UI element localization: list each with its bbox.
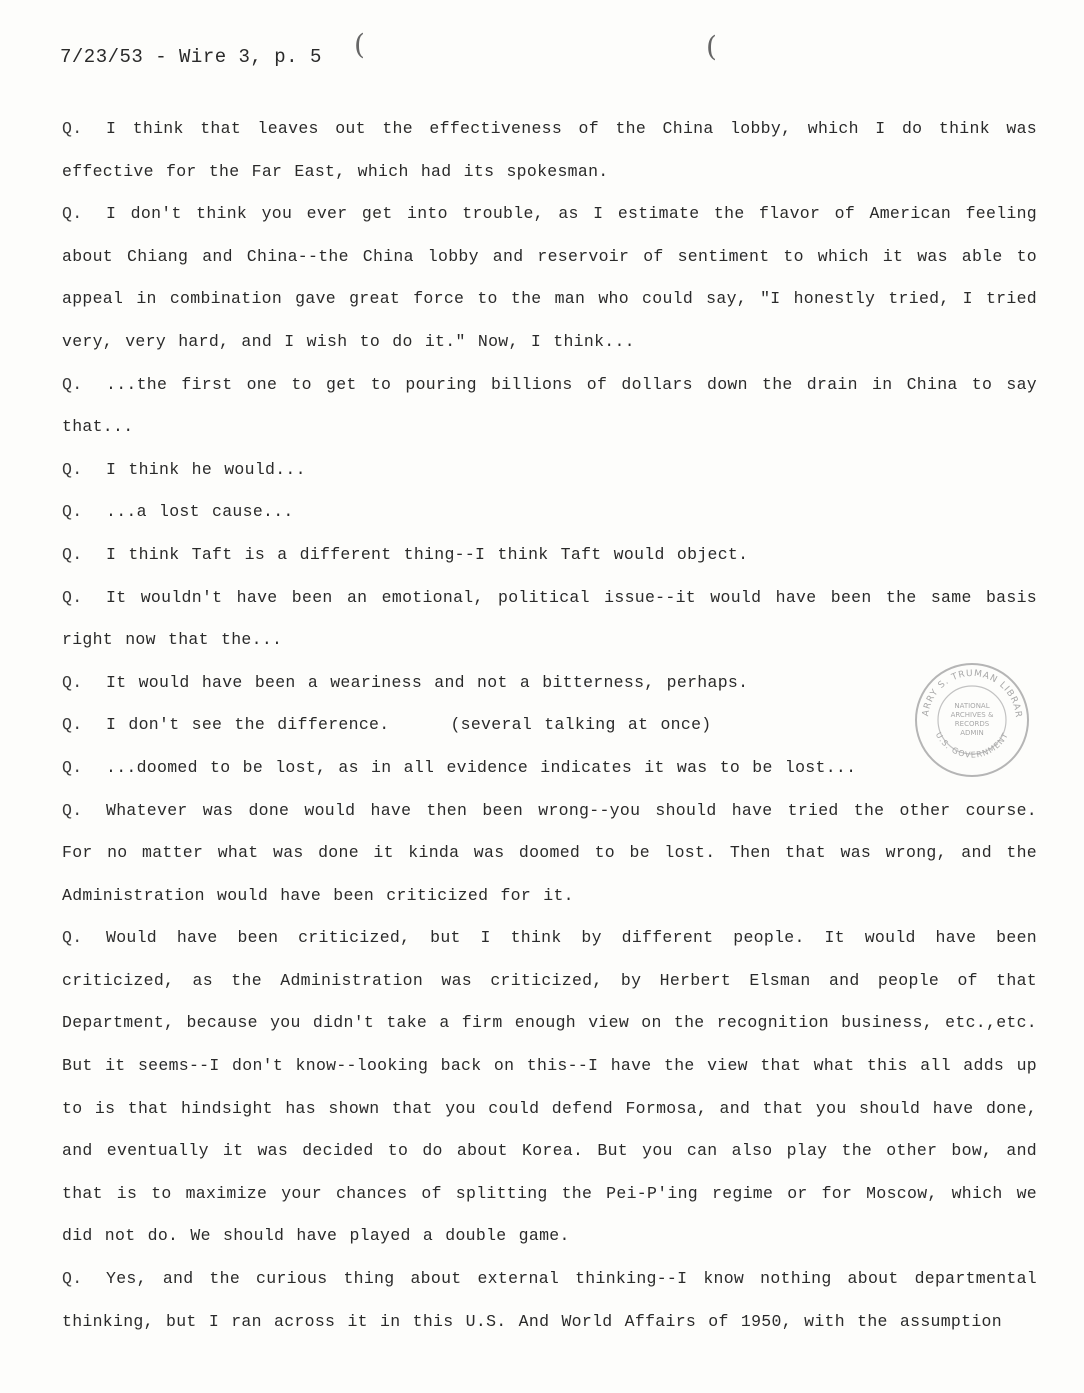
paragraph-text: ...doomed to be lost, as in all evidence indicates it was to be lost... (106, 757, 857, 777)
stamp-inner-line: RECORDS (954, 720, 990, 728)
speaker-label: Q. (62, 928, 83, 948)
library-stamp (912, 660, 1032, 780)
speaker-label: Q. (62, 544, 83, 564)
stamp-outer-top: ARRY S. TRUMAN LIBRAR (921, 668, 1024, 719)
transcript-paragraph (62, 364, 1037, 449)
transcript-paragraph (62, 704, 1037, 747)
paragraph-text: Whatever was done would have then been wrong--you should have tried the other course. For no matter what was done it kinda was doomed to be lost. Then that was wrong, and the Administration would have been criticized for it. (62, 800, 1037, 905)
paragraph-text: I don't think you ever get into trouble, as I estimate the flavor of American feeling about Chiang and China--the China lobby and reservoir of sentiment to which it was able to appeal in combination gave great force to the man who could say, "I honestly tried, I tried very, very hard, and I wish to do it." Now, I think... (62, 204, 1037, 351)
transcript-body (62, 108, 1037, 1343)
speaker-label: Q. (62, 119, 83, 138)
paragraph-text: ...the first one to get to pouring billions of dollars down the drain in China to say that... (62, 374, 1037, 437)
paragraph-text: I think he would... (106, 459, 306, 479)
transcript-paragraph (62, 491, 1037, 534)
stamp-inner-line: NATIONAL (954, 702, 990, 710)
paragraph-text: I don't see the difference. (several talking at once) (106, 715, 712, 735)
transcript-paragraph (62, 108, 1037, 193)
transcript-paragraph (62, 534, 1037, 577)
speaker-label: Q. (62, 374, 83, 394)
transcript-paragraph (62, 193, 1037, 363)
paragraph-text: It wouldn't have been an emotional, political issue--it would have been the same basis right now that the... (62, 587, 1037, 650)
speaker-label: Q. (62, 715, 83, 735)
transcript-paragraph (62, 747, 1037, 790)
page-header: 7/23/53 - Wire 3, p. 5 (60, 46, 322, 68)
speaker-label: Q. (62, 757, 83, 777)
speaker-label: Q. (62, 459, 83, 479)
transcript-paragraph (62, 1258, 1037, 1343)
margin-mark-left: ( (354, 28, 365, 61)
stamp-seal-icon (912, 660, 1032, 780)
speaker-label: Q. (62, 672, 83, 692)
speaker-label: Q. (62, 587, 83, 607)
transcript-paragraph (62, 790, 1037, 918)
speaker-label: Q. (62, 204, 83, 224)
transcript-paragraph (62, 449, 1037, 492)
speaker-label: Q. (62, 800, 83, 820)
speaker-label: Q. (62, 502, 83, 522)
paragraph-text: It would have been a weariness and not a bitterness, perhaps. (106, 672, 749, 692)
stamp-inner-line: ARCHIVES & (950, 711, 994, 719)
speaker-label: Q. (62, 1269, 83, 1289)
paragraph-text: Would have been criticized, but I think by different people. It would have been criticized, as the Administration was criticized, by Herbert Elsman and people of that Department, because you didn't take a firm enough view on the recognition business, etc.,etc. But it seems--I don't know--looking back on this--I have the view that what this all adds up to is that hindsight has shown that you could defend Formosa, and that you should have done, and eventually it was decided to do about Korea. But you can also play the other bow, and that is to maximize your chances of splitting the Pei-P'ing regime or for Moscow, which we did not do. We should have played a double game. (62, 928, 1037, 1246)
paragraph-text: Yes, and the curious thing about external thinking--I know nothing about departmental thinking, but I ran across it in this U.S. And World Affairs of 1950, with the assumption (62, 1269, 1037, 1331)
transcript-paragraph (62, 917, 1037, 1258)
margin-mark-right: ( (706, 30, 717, 63)
paragraph-text: I think that leaves out the effectiveness of the China lobby, which I do think was effective for the Far East, which had its spokesman. (62, 119, 1037, 181)
stamp-outer-bottom: U.S. GOVERNMENT (933, 730, 1011, 760)
transcript-paragraph (62, 662, 1037, 705)
stamp-inner-line: ADMIN (960, 729, 984, 737)
transcript-paragraph (62, 577, 1037, 662)
paragraph-text: ...a lost cause... (106, 502, 294, 522)
paragraph-text: I think Taft is a different thing--I think Taft would object. (106, 544, 749, 564)
